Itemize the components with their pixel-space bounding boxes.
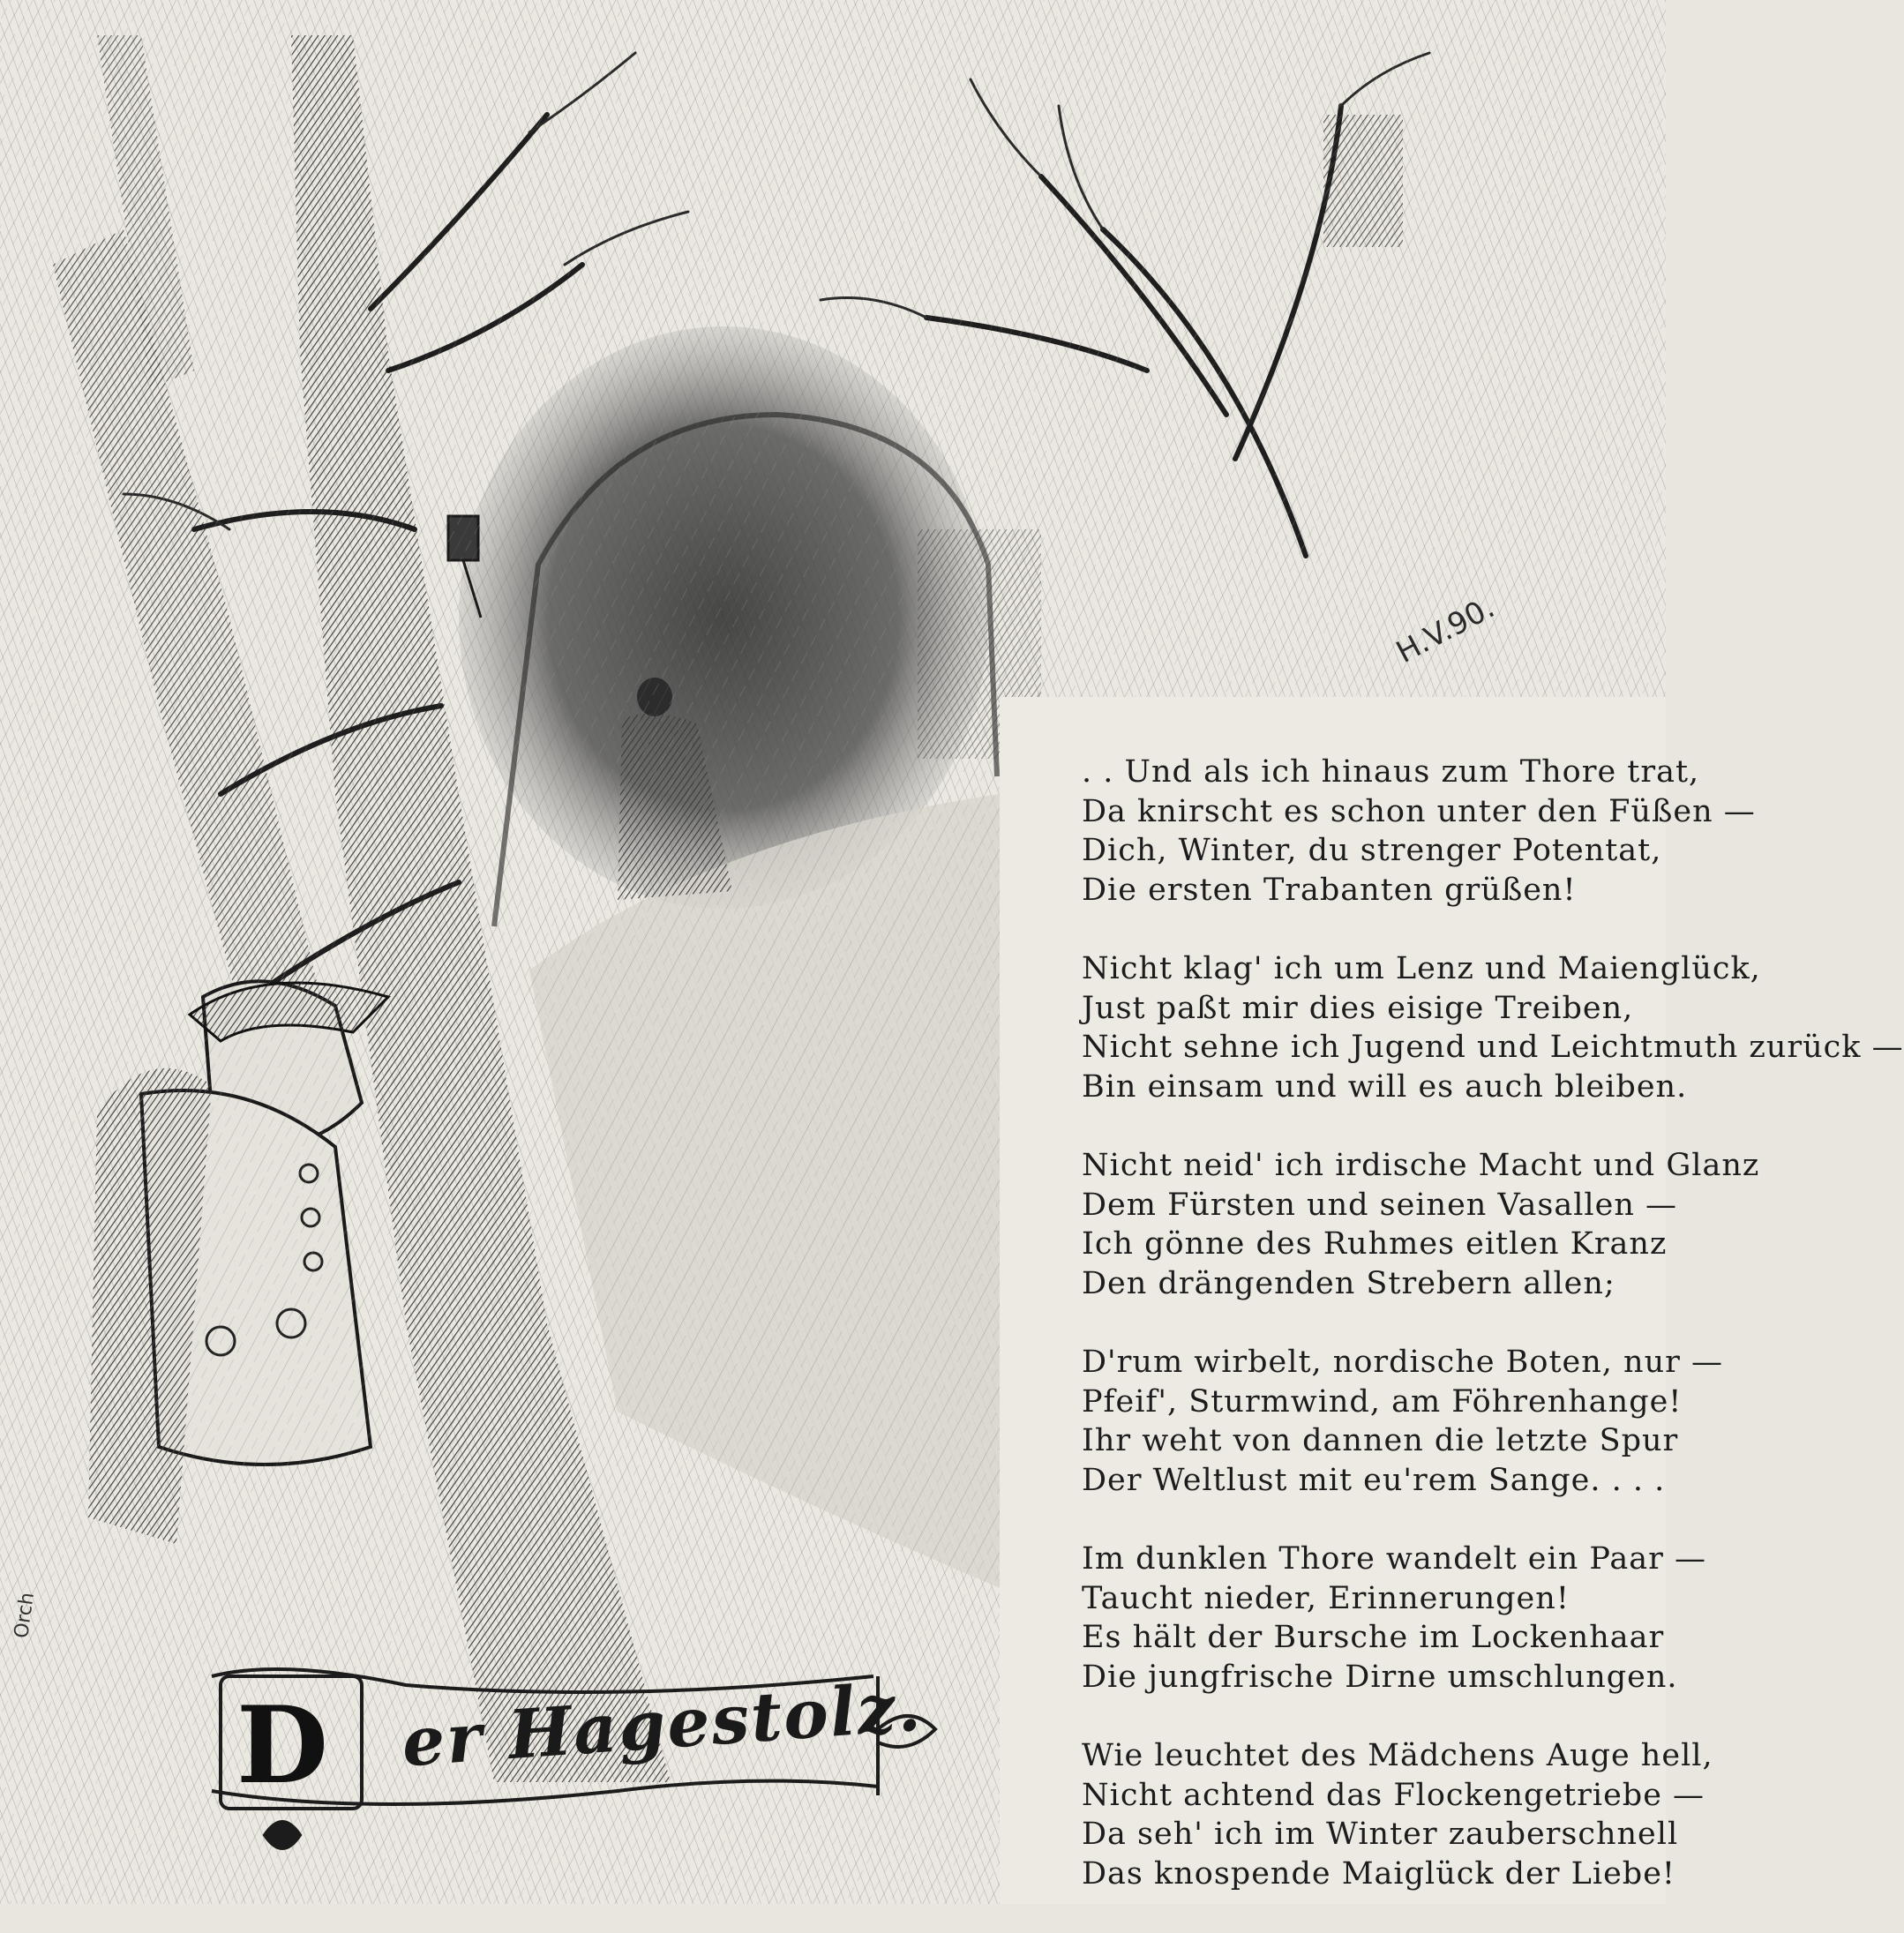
poem-line: Pfeif', Sturmwind, am Föhrenhange!	[1082, 1383, 1683, 1420]
poem-line: Es hält der Bursche im Lockenhaar	[1082, 1620, 1665, 1655]
artist-mark: Orch	[11, 1591, 39, 1640]
poem-line: Im dunklen Thore wandelt ein Paar —	[1082, 1541, 1706, 1577]
stanza	[1082, 753, 1756, 910]
poem-body	[1082, 753, 1904, 1933]
poem-title: er Hagestolz.	[399, 1667, 925, 1782]
poem-line: Da seh' ich im Winter zauberschnell	[1082, 1817, 1679, 1852]
poem-line: Wie leuchtet des Mädchens Auge hell,	[1082, 1738, 1713, 1773]
poem-line: Die jungfrische Dirne umschlungen.	[1082, 1659, 1678, 1695]
poem-line: . . Und als ich hinaus zum Thore trat,	[1082, 754, 1700, 790]
poem-line: Dich, Winter, du strenger Potentat,	[1082, 833, 1662, 868]
stanza	[1082, 949, 1904, 1106]
poem-line: Der Weltlust mit eu'rem Sange. . . .	[1082, 1462, 1666, 1498]
poem-line: Da knirscht es schon unter den Füßen —	[1082, 793, 1756, 829]
poem-line: Just paßt mir dies eisige Treiben,	[1082, 990, 1634, 1026]
poem-line: Das knospende Maiglück der Liebe!	[1082, 1855, 1675, 1892]
poem-line: Dem Fürsten und seinen Vasallen —	[1082, 1187, 1677, 1223]
title-initial: D	[236, 1683, 329, 1808]
poem-line: Bin einsam und will es auch bleiben.	[1082, 1068, 1688, 1105]
illustration-signature: H.V.90.	[1391, 589, 1501, 671]
poem-line: D'rum wirbelt, nordische Boten, nur —	[1082, 1345, 1723, 1380]
poem-line: Nicht sehne ich Jugend und Leichtmuth zurück —	[1082, 1030, 1904, 1065]
poem-line: Taucht nieder, Erinnerungen!	[1082, 1580, 1570, 1616]
stanza	[1082, 1540, 1706, 1697]
poem-line: Ihr weht von dannen die letzte Spur	[1082, 1423, 1679, 1458]
poem-line: Den drängenden Strebern allen;	[1082, 1265, 1615, 1301]
stanza	[1082, 1146, 1760, 1303]
poem-line: Nicht achtend das Flockengetriebe —	[1082, 1777, 1705, 1813]
stanza	[1082, 1343, 1723, 1500]
poem-line: Nicht neid' ich irdische Macht und Glanz	[1082, 1148, 1760, 1183]
poem-line: Die ersten Trabanten grüßen!	[1082, 872, 1577, 908]
poem-line: Ich gönne des Ruhmes eitlen Kranz	[1082, 1226, 1668, 1262]
poem-line: Nicht klag' ich um Lenz und Maienglück,	[1082, 951, 1761, 986]
stanza	[1082, 1736, 1713, 1893]
